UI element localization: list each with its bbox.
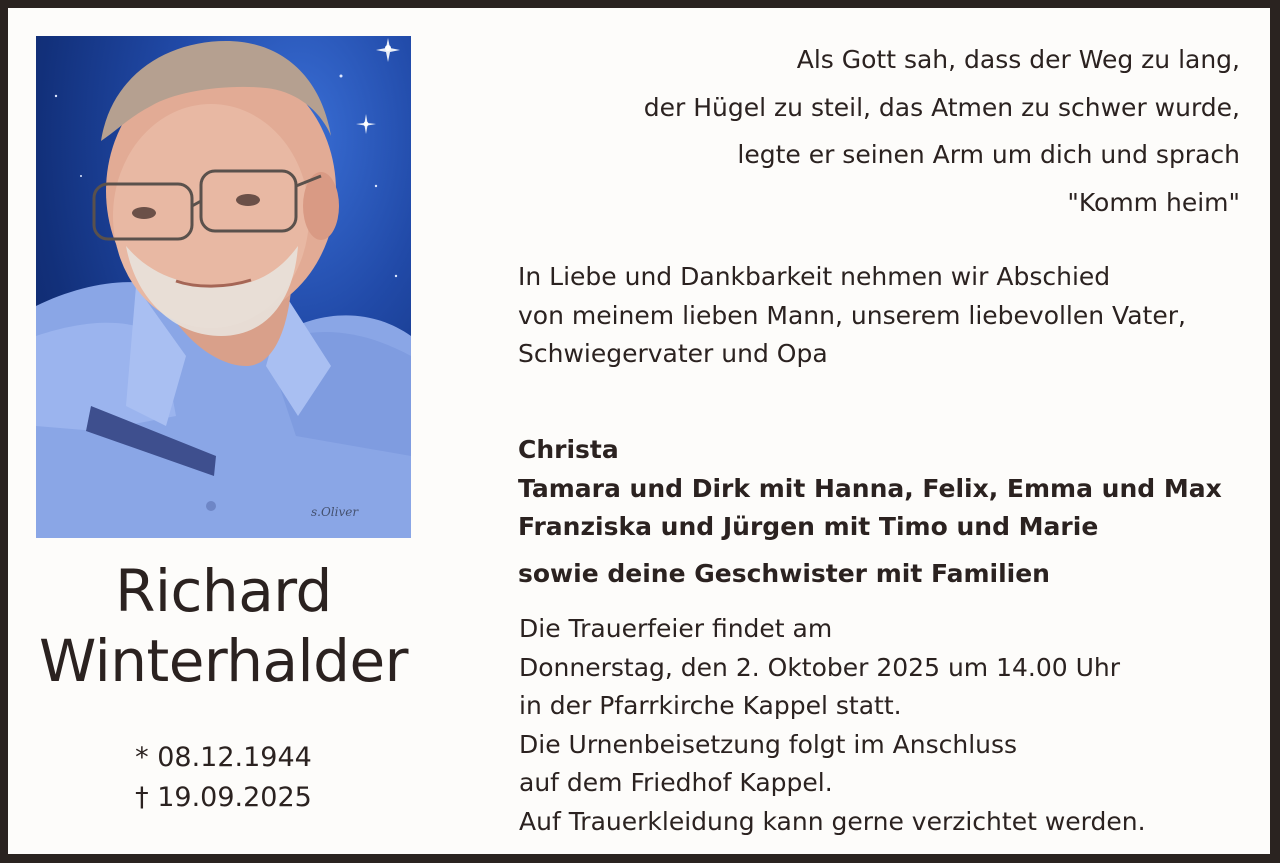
farewell-text [518, 258, 1238, 374]
portrait-photo [36, 36, 411, 538]
family-line: Christa [518, 435, 619, 464]
last-name: Winterhalder [39, 627, 408, 695]
farewell-line: In Liebe und Dankbarkeit nehmen wir Abschied [518, 262, 1111, 291]
service-line: Donnerstag, den 2. Oktober 2025 um 14.00 Uhr [519, 652, 1121, 682]
obituary-card [8, 8, 1270, 854]
family-line: Franziska und Jürgen mit Timo und Marie [518, 512, 1099, 541]
family-line: Tamara und Dirk mit Hanna, Felix, Emma und Max [518, 473, 1222, 503]
service-details [519, 610, 1239, 841]
life-dates [36, 738, 411, 818]
poem-line: "Komm heim" [1067, 187, 1240, 217]
deceased-name [36, 556, 411, 696]
farewell-line: von meinem lieben Mann, unserem liebevollen Vater, [518, 300, 1186, 330]
poem-line: legte er seinen Arm um dich und sprach [737, 140, 1240, 169]
poem-line: Als Gott sah, dass der Weg zu lang, [796, 45, 1240, 74]
service-line: auf dem Friedhof Kappel. [519, 768, 833, 797]
birth-date: * 08.12.1944 [135, 742, 312, 773]
family-line: sowie deine Geschwister mit Familien [518, 558, 1050, 588]
family-names [518, 431, 1238, 593]
farewell-line: Schwiegervater und Opa [518, 339, 828, 368]
service-line: Auf Trauerkleidung kann gerne verzichtet werden. [519, 806, 1146, 836]
shirt-logo: s.Oliver [311, 505, 359, 519]
poem-line: der Hügel zu steil, das Atmen zu schwer wurde, [643, 92, 1240, 122]
service-line: in der Pfarrkirche Kappel statt. [519, 691, 902, 720]
service-line: Die Urnenbeisetzung folgt im Anschluss [519, 729, 1018, 759]
portrait-illustration [36, 36, 411, 538]
first-name: Richard [115, 557, 332, 625]
death-date: † 19.09.2025 [135, 782, 312, 813]
service-line: Die Trauerfeier findet am [519, 614, 833, 643]
poem [540, 36, 1240, 226]
